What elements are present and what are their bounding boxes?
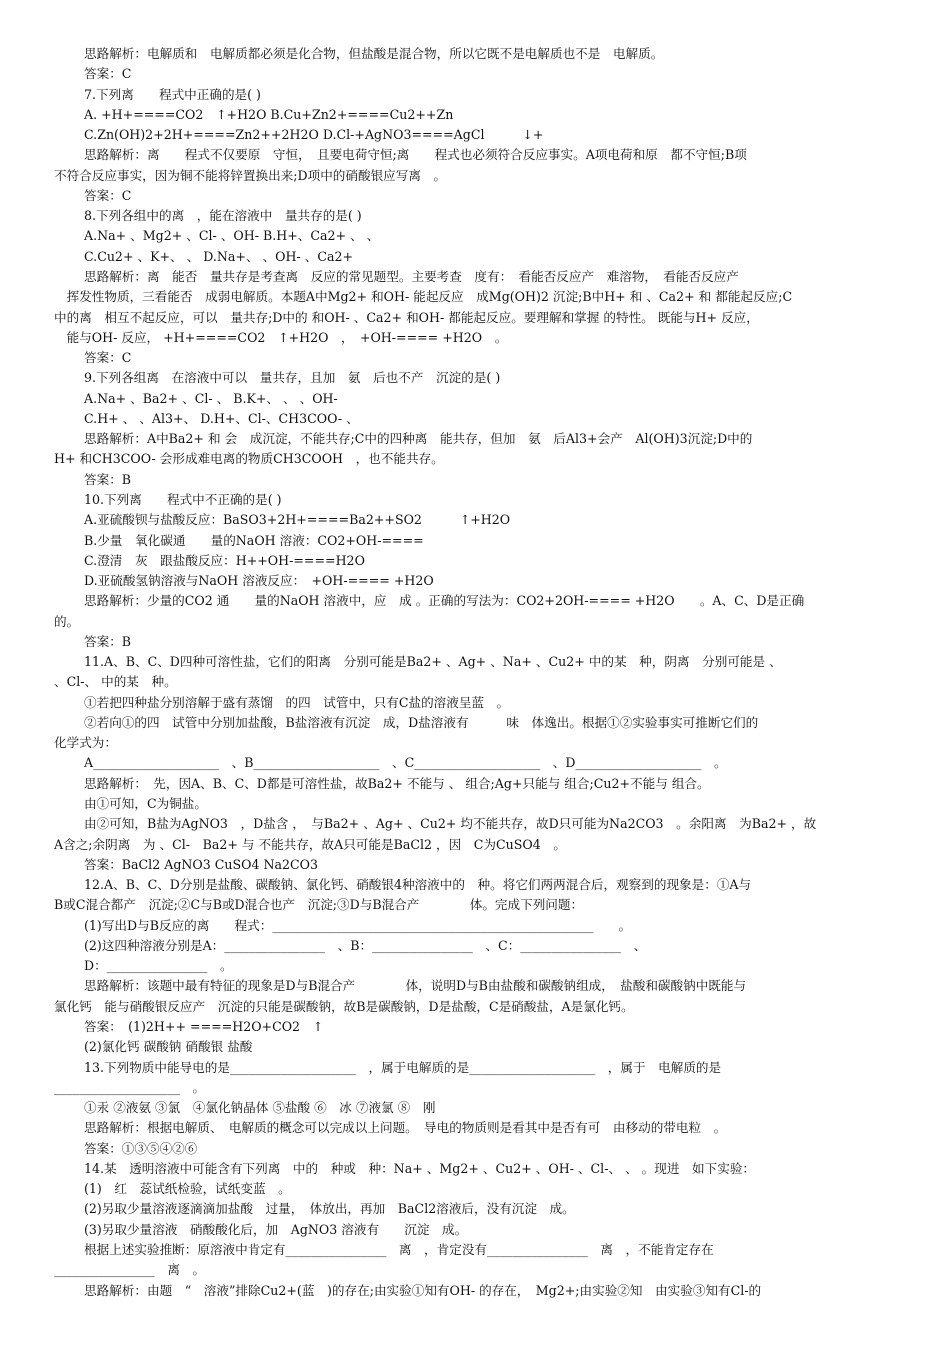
text-line: D：________________ 。 <box>84 958 233 974</box>
text-line: D.亚硫酸氢钠溶液与NaOH 溶液反应： +OH-==== +H2O <box>84 573 434 588</box>
text-line: 思路解析：由题 “ 溶液”排除Cu2+(蓝 )的存在;由实验①知有OH- 的存在， Mg2+;由实验②知 由实验③知有Cl-的 <box>84 1282 762 1298</box>
text-line: 答案：BaCl2 AgNO3 CuSO4 Na2CO3 <box>84 856 318 872</box>
text-line: 答案：C <box>84 187 132 203</box>
text-line: 8.下列各组中的离 ，能在溶液中 量共存的是( ) <box>84 208 362 224</box>
text-line: C.Cu2+ 、K+、 、 D.Na+、 、OH- 、Ca2+ <box>84 248 354 264</box>
text-line: B或C混合都产 沉淀;②C与B或D混合也产 沉淀;③D与B混合产 体。完成下列问题： <box>54 897 584 913</box>
text-line: 思路解析：该题中最有特征的现象是D与B混合产 体，说明D与B由盐酸和碳酸钠组成， 盐酸和碳酸钠中既能与 <box>84 978 747 994</box>
text-line: 、Cl-、 中的某 种。 <box>54 674 177 690</box>
text-line: 挥发性物质，三看能否 成弱电解质。本题A中Mg2+ 和OH- 能起反应 成Mg(OH)2 沉淀;B中H+ 和 、Ca2+ 和 都能起反应;C <box>54 289 793 305</box>
text-line: C.Zn(OH)2+2H+====Zn2++2H2O D.Cl-+AgNO3====AgCl ↓+ <box>84 127 544 143</box>
text-line: A____________________ 、B____________________ 、C____________________ 、D____________________ 。 <box>84 755 727 771</box>
text-line: 由①可知，C为铜盐。 <box>84 796 207 811</box>
text-line: H+ 和CH3COO- 会形成难电离的物质CH3COOH ，也不能共存。 <box>54 451 444 467</box>
text-line: A.亚硫酸钡与盐酸反应：BaSO3+2H+====Ba2++SO2 ↑+H2O <box>84 512 511 528</box>
text-line: C.澄清 灰 跟盐酸反应：H++OH-====H2O <box>84 552 365 568</box>
text-line: ____________________ 。 <box>54 1079 206 1095</box>
text-line: 思路解析：A中Ba2+ 和 会 成沉淀，不能共存;C中的四种离 能共存，但加 氨 后Al3+会产 Al(OH)3沉淀;D中的 <box>84 431 753 447</box>
text-line: (3)另取少量溶液 硝酸酸化后，加 AgNO3 溶液有 沉淀 成。 <box>84 1221 468 1237</box>
text-line: (2)氯化钙 碳酸钠 硝酸银 盐酸 <box>84 1039 253 1055</box>
text-line: 中的离 相互不起反应，可以 量共存;D中的 和OH- 、Ca2+ 和OH- 都能起反应。要理解和掌握 的特性。 既能与H+ 反应， <box>54 309 759 325</box>
text-line: ________________ 离 。 <box>54 1262 206 1278</box>
text-line: (2)这四种溶液分别是A：________________ 、B：________________ 、C：________________ 、 <box>84 937 647 953</box>
text-line: ②若向①的四 试管中分别加盐酸，B盐溶液有沉淀 成，D盐溶液有 味 体逸出。根据①②实验事实可推断它们的 <box>84 714 759 730</box>
text-line: 思路解析：根据电解质、 电解质的概念可以完成以上问题。 导电的物质则是看其中是否有可 由移动的带电粒 。 <box>84 1120 727 1136</box>
text-line: 答案：B <box>84 633 132 649</box>
text-line: ①汞 ②液氨 ③氯 ④氯化钠晶体 ⑤盐酸 ⑥ 冰 ⑦液氯 ⑧ 刚 <box>84 1100 436 1115</box>
text-line: 答案：C <box>84 66 132 82</box>
text-line: 思路解析：离 程式不仅要原 守恒， 且要电荷守恒;离 程式也必须符合反应事实。A项电荷和原 都不守恒;B项 <box>84 147 747 163</box>
text-line: A. +H+====CO2 ↑+H2O B.Cu+Zn2+====Cu2++Zn <box>84 106 454 122</box>
text-line: C.H+ 、 、Al3+、 D.H+、Cl-、CH3COO- 、 <box>84 410 359 426</box>
text-line: 7.下列离 程式中正确的是( ) <box>84 86 261 102</box>
text-line: 由②可知，B盐为AgNO3 ，D盐含 ， 与Ba2+ 、Ag+ 、Cu2+ 均不能共存，故D只可能为Na2CO3 。余阳离 为Ba2+ ，故 <box>84 816 817 832</box>
text-line: 11.A、B、C、D四种可溶性盐，它们的阳离 分别可能是Ba2+ 、Ag+ 、Na+ 、Cu2+ 中的某 种，阴离 分别可能是 、 <box>84 654 782 670</box>
text-line: 答案：B <box>84 471 132 487</box>
text-line: (1)写出D与B反应的离 程式：___________________________________________________ 。 <box>84 917 632 933</box>
text-line: A含之;余阴离 为 、Cl- Ba2+ 与 不能共存，故A只可能是BaCl2 ，因 C为CuSO4 。 <box>54 836 566 852</box>
text-line: 的。 <box>54 613 80 629</box>
text-line: 能与OH- 反应， +H+====CO2 ↑+H2O ， +OH-==== +H2O 。 <box>54 329 508 345</box>
text-line: 思路解析：少量的CO2 通 量的NaOH 溶液中，应 成 。正确的写法为：CO2+2OH-==== +H2O 。A、C、D是正确 <box>84 593 805 609</box>
text-line: 化学式为： <box>54 735 117 751</box>
text-line: 思路解析：离 能否 量共存是考查离 反应的常见题型。主要考查 度有： 看能否反应产 难溶物， 看能否反应产 <box>84 269 739 284</box>
text-line: A.Na+ 、Mg2+ 、Cl- 、OH- B.H+、Ca2+ 、 、 <box>84 228 380 244</box>
text-line: A.Na+ 、Ba2+ 、Cl- 、 B.K+、 、 、OH- <box>84 390 338 406</box>
text-line: 答案：C <box>84 350 132 366</box>
text-line: (1) 红 蕊试纸检验，试纸变蓝 。 <box>84 1181 291 1197</box>
text-line: 答案： (1)2H++ ====H2O+CO2 ↑ <box>84 1019 324 1034</box>
text-line: 答案：①③⑤④②⑥ <box>84 1140 198 1156</box>
text-line: 12.A、B、C、D分别是盐酸、碳酸钠、氯化钙、硝酸银4种溶液中的 种。将它们两两混合后，观察到的现象是：①A与 <box>84 877 752 893</box>
text-line: 根据上述实验推断：原溶液中肯定有________________ 离 ，肯定没有________________ 离 ，不能肯定存在 <box>84 1241 714 1257</box>
text-line: 不符合反应事实，因为铜不能将锌置换出来;D项中的硝酸银应写离 。 <box>54 167 447 183</box>
text-line: 思路解析：电解质和 电解质都必须是化合物，但盐酸是混合物，所以它既不是电解质也不是 电解质。 <box>84 46 664 61</box>
text-line: 10.下列离 程式中不正确的是( ) <box>84 491 282 507</box>
text-line: 9.下列各组离 在溶液中可以 量共存，且加 氨 后也不产 沉淀的是( ) <box>84 370 501 386</box>
text-line: ①若把四种盐分别溶解于盛有蒸馏 的四 试管中，只有C盐的溶液呈蓝 。 <box>84 694 510 710</box>
text-line: 思路解析： 先，因A、B、C、D都是可溶性盐，故Ba2+ 不能与 、 组合;Ag+只能与 组合;Cu2+不能与 组合。 <box>84 775 710 791</box>
text-line: 13.下列物质中能导电的是____________________ ，属于电解质的是____________________ ，属于 电解质的是 <box>84 1059 722 1075</box>
text-line: B.少量 氧化碳通 量的NaOH 溶液：CO2+OH-==== <box>84 532 424 548</box>
text-line: (2)另取少量溶液逐滴滴加盐酸 过量， 体放出，再加 BaCl2溶液后，没有沉淀 成。 <box>84 1201 575 1217</box>
text-line: 氯化钙 能与硝酸银反应产 沉淀的只能是碳酸钠，故B是碳酸钠，D是盐酸，C是硝酸盐，A是氯化钙。 <box>54 998 634 1014</box>
text-line: 14.某 透明溶液中可能含有下列离 中的 种或 种：Na+ 、Mg2+ 、Cu2+ 、OH- 、Cl-、 、 。现进 如下实验： <box>84 1160 756 1176</box>
